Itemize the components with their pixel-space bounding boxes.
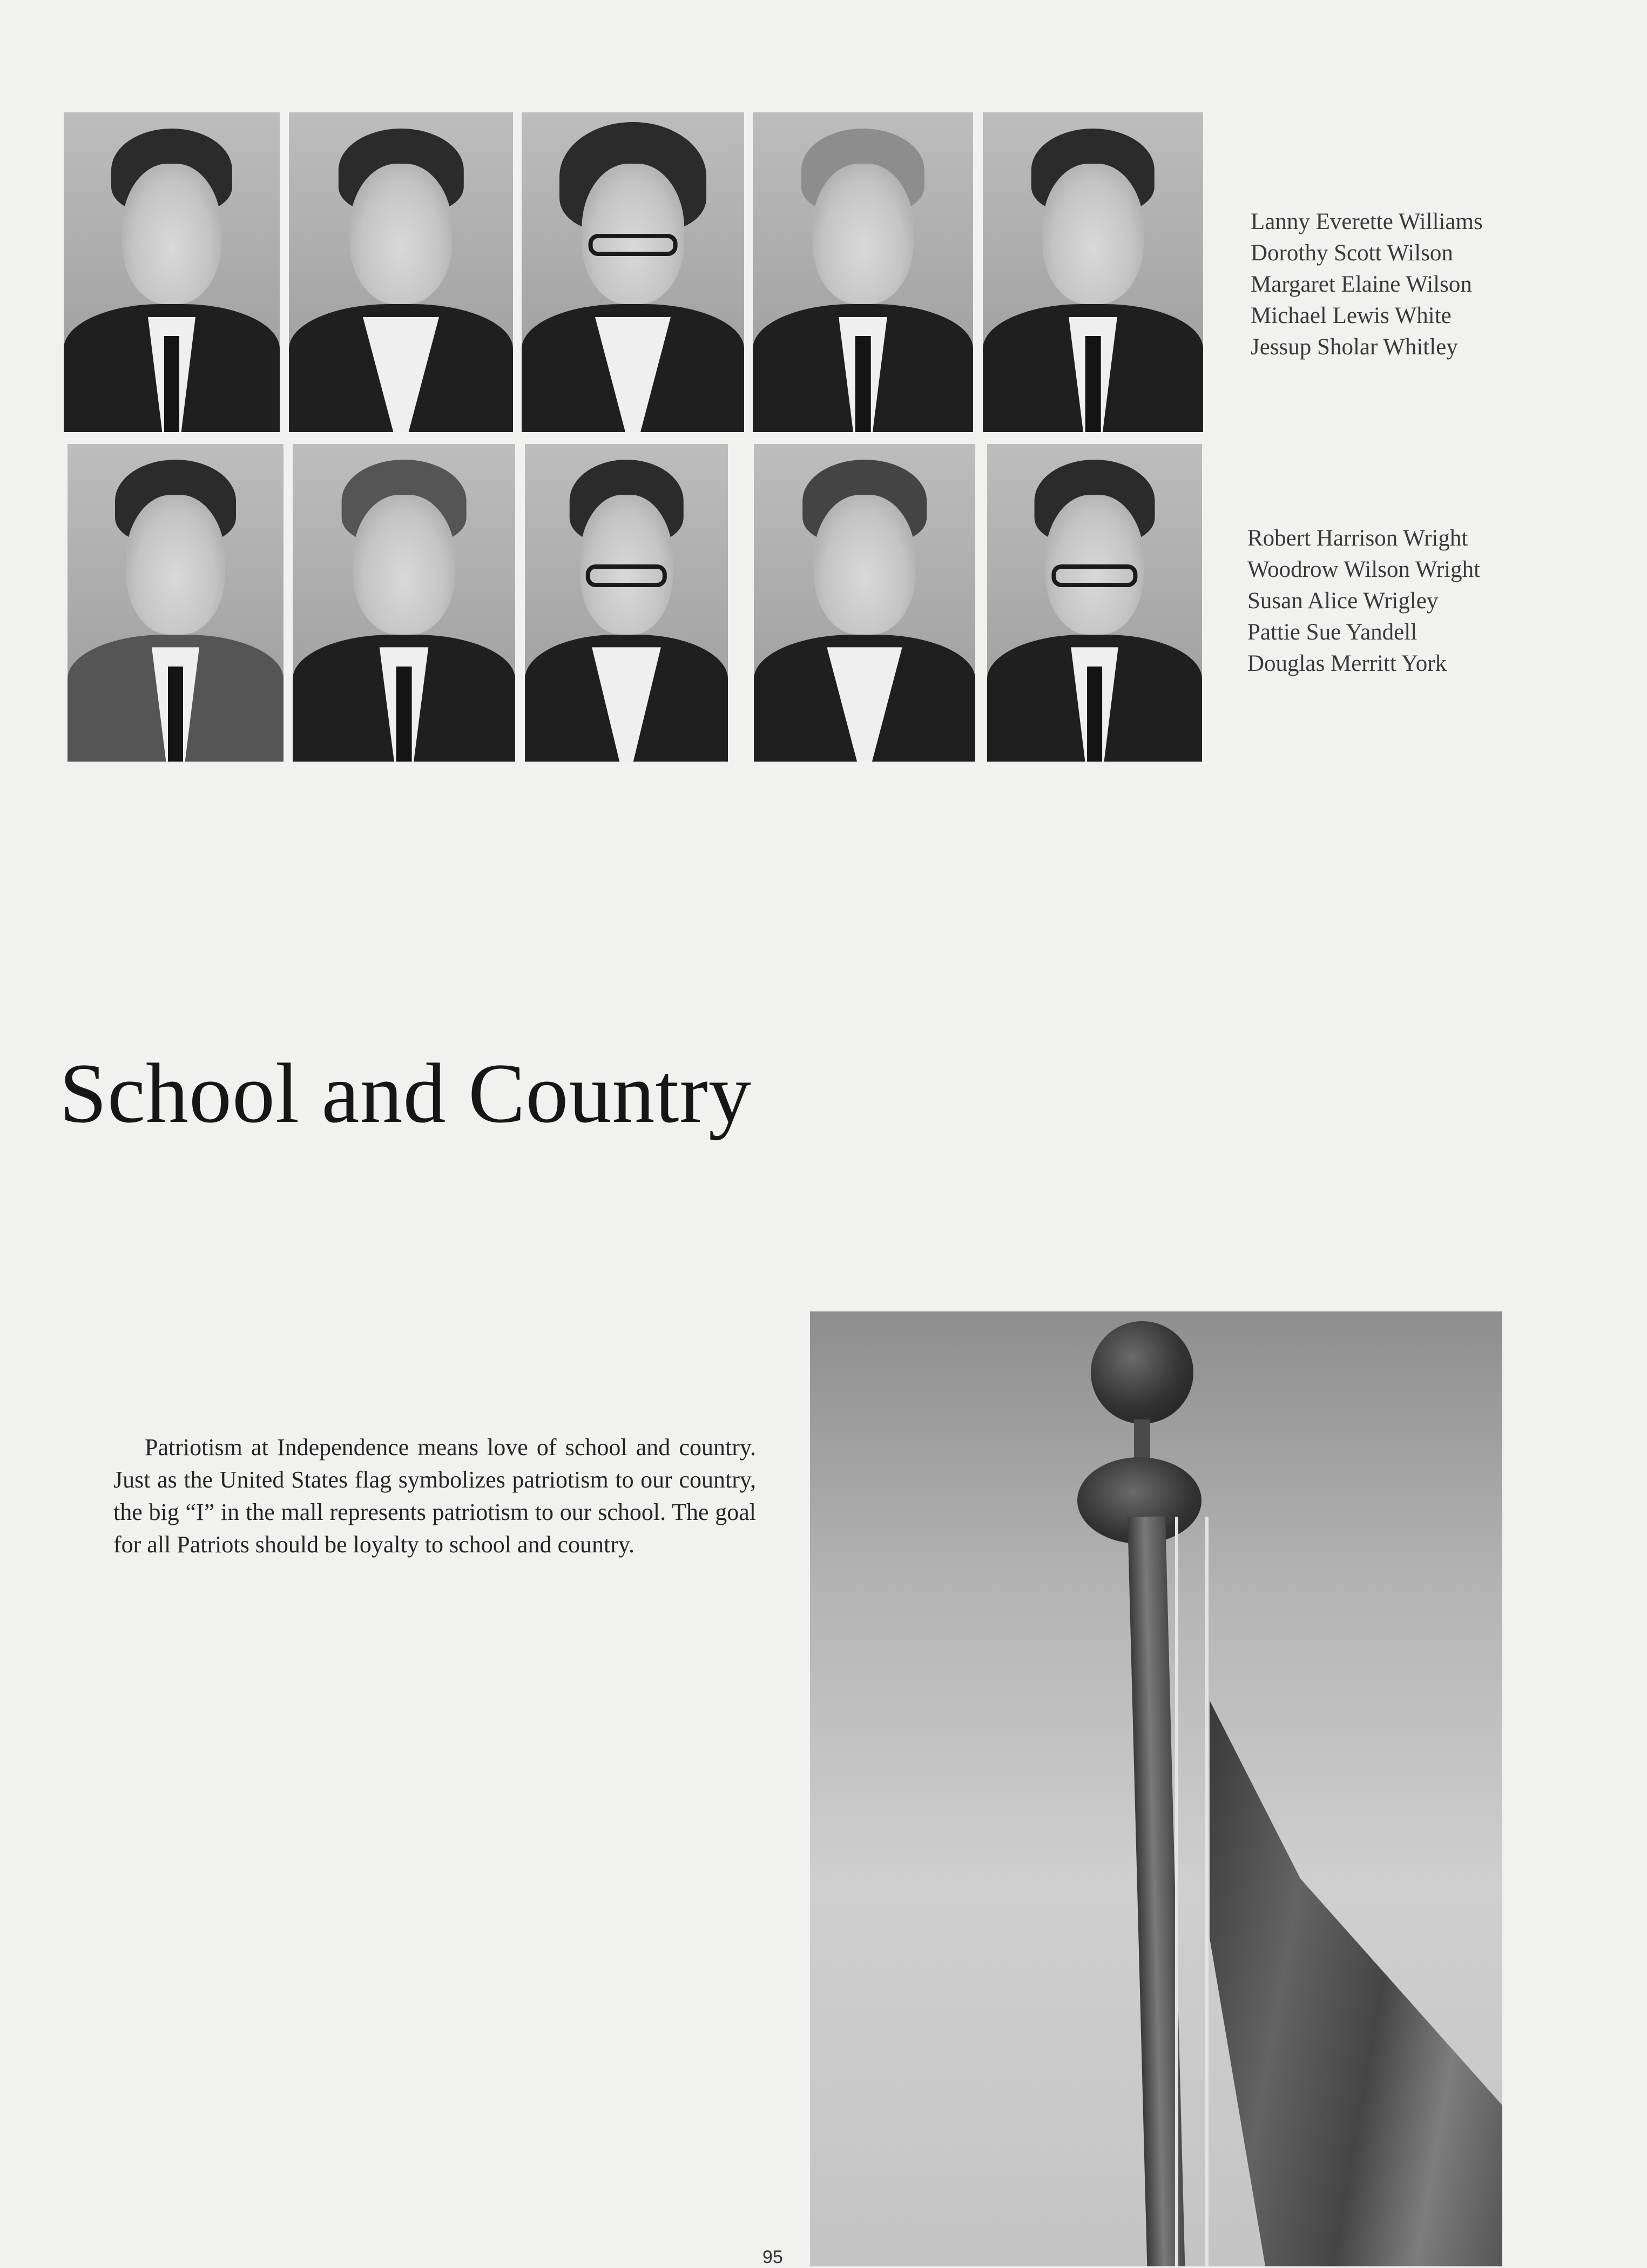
name-caption: Lanny Everette Williams: [1251, 209, 1483, 234]
name-caption: Robert Harrison Wright: [1247, 526, 1468, 551]
portrait-photo-w-wright: [293, 444, 515, 762]
body-paragraph: Patriotism at Independence means love of school and country. Just as the United States flag symbolizes patriotism to our country, the big “I” in the mall represents patriotism to our school. The goal for all Patriots should be loyalty to school and country.: [113, 1434, 756, 1558]
name-caption: Susan Alice Wrigley: [1247, 588, 1439, 614]
name-caption: Douglas Merritt York: [1247, 651, 1447, 676]
portrait-photo-york: [987, 444, 1202, 762]
portrait-photo-r-wright: [68, 444, 284, 762]
section-title: School and Country: [59, 1046, 752, 1141]
portrait-photo-white: [753, 112, 973, 432]
flagpole-photo: [810, 1311, 1502, 2266]
portrait-photo-d-wilson: [289, 112, 513, 432]
names-list-row1: [1251, 206, 1483, 363]
portrait-photo-m-wilson: [522, 112, 744, 432]
name-caption: Michael Lewis White: [1251, 303, 1452, 328]
flag-icon: [1210, 1700, 1502, 2266]
portrait-photo-yandell: [754, 444, 975, 762]
name-caption: Pattie Sue Yandell: [1247, 620, 1418, 645]
name-caption: Woodrow Wilson Wright: [1247, 557, 1481, 582]
portrait-photo-whitley: [983, 112, 1203, 432]
name-caption: Dorothy Scott Wilson: [1251, 240, 1453, 266]
names-list-row2: [1247, 523, 1480, 679]
page-number: 95: [762, 2247, 783, 2267]
name-caption: Margaret Elaine Wilson: [1251, 272, 1472, 297]
portrait-photo-wrigley: [525, 444, 728, 762]
portrait-photo-williams: [64, 112, 280, 432]
name-caption: Jessup Sholar Whitley: [1251, 334, 1458, 360]
finial-ball-icon: [1091, 1321, 1193, 1424]
